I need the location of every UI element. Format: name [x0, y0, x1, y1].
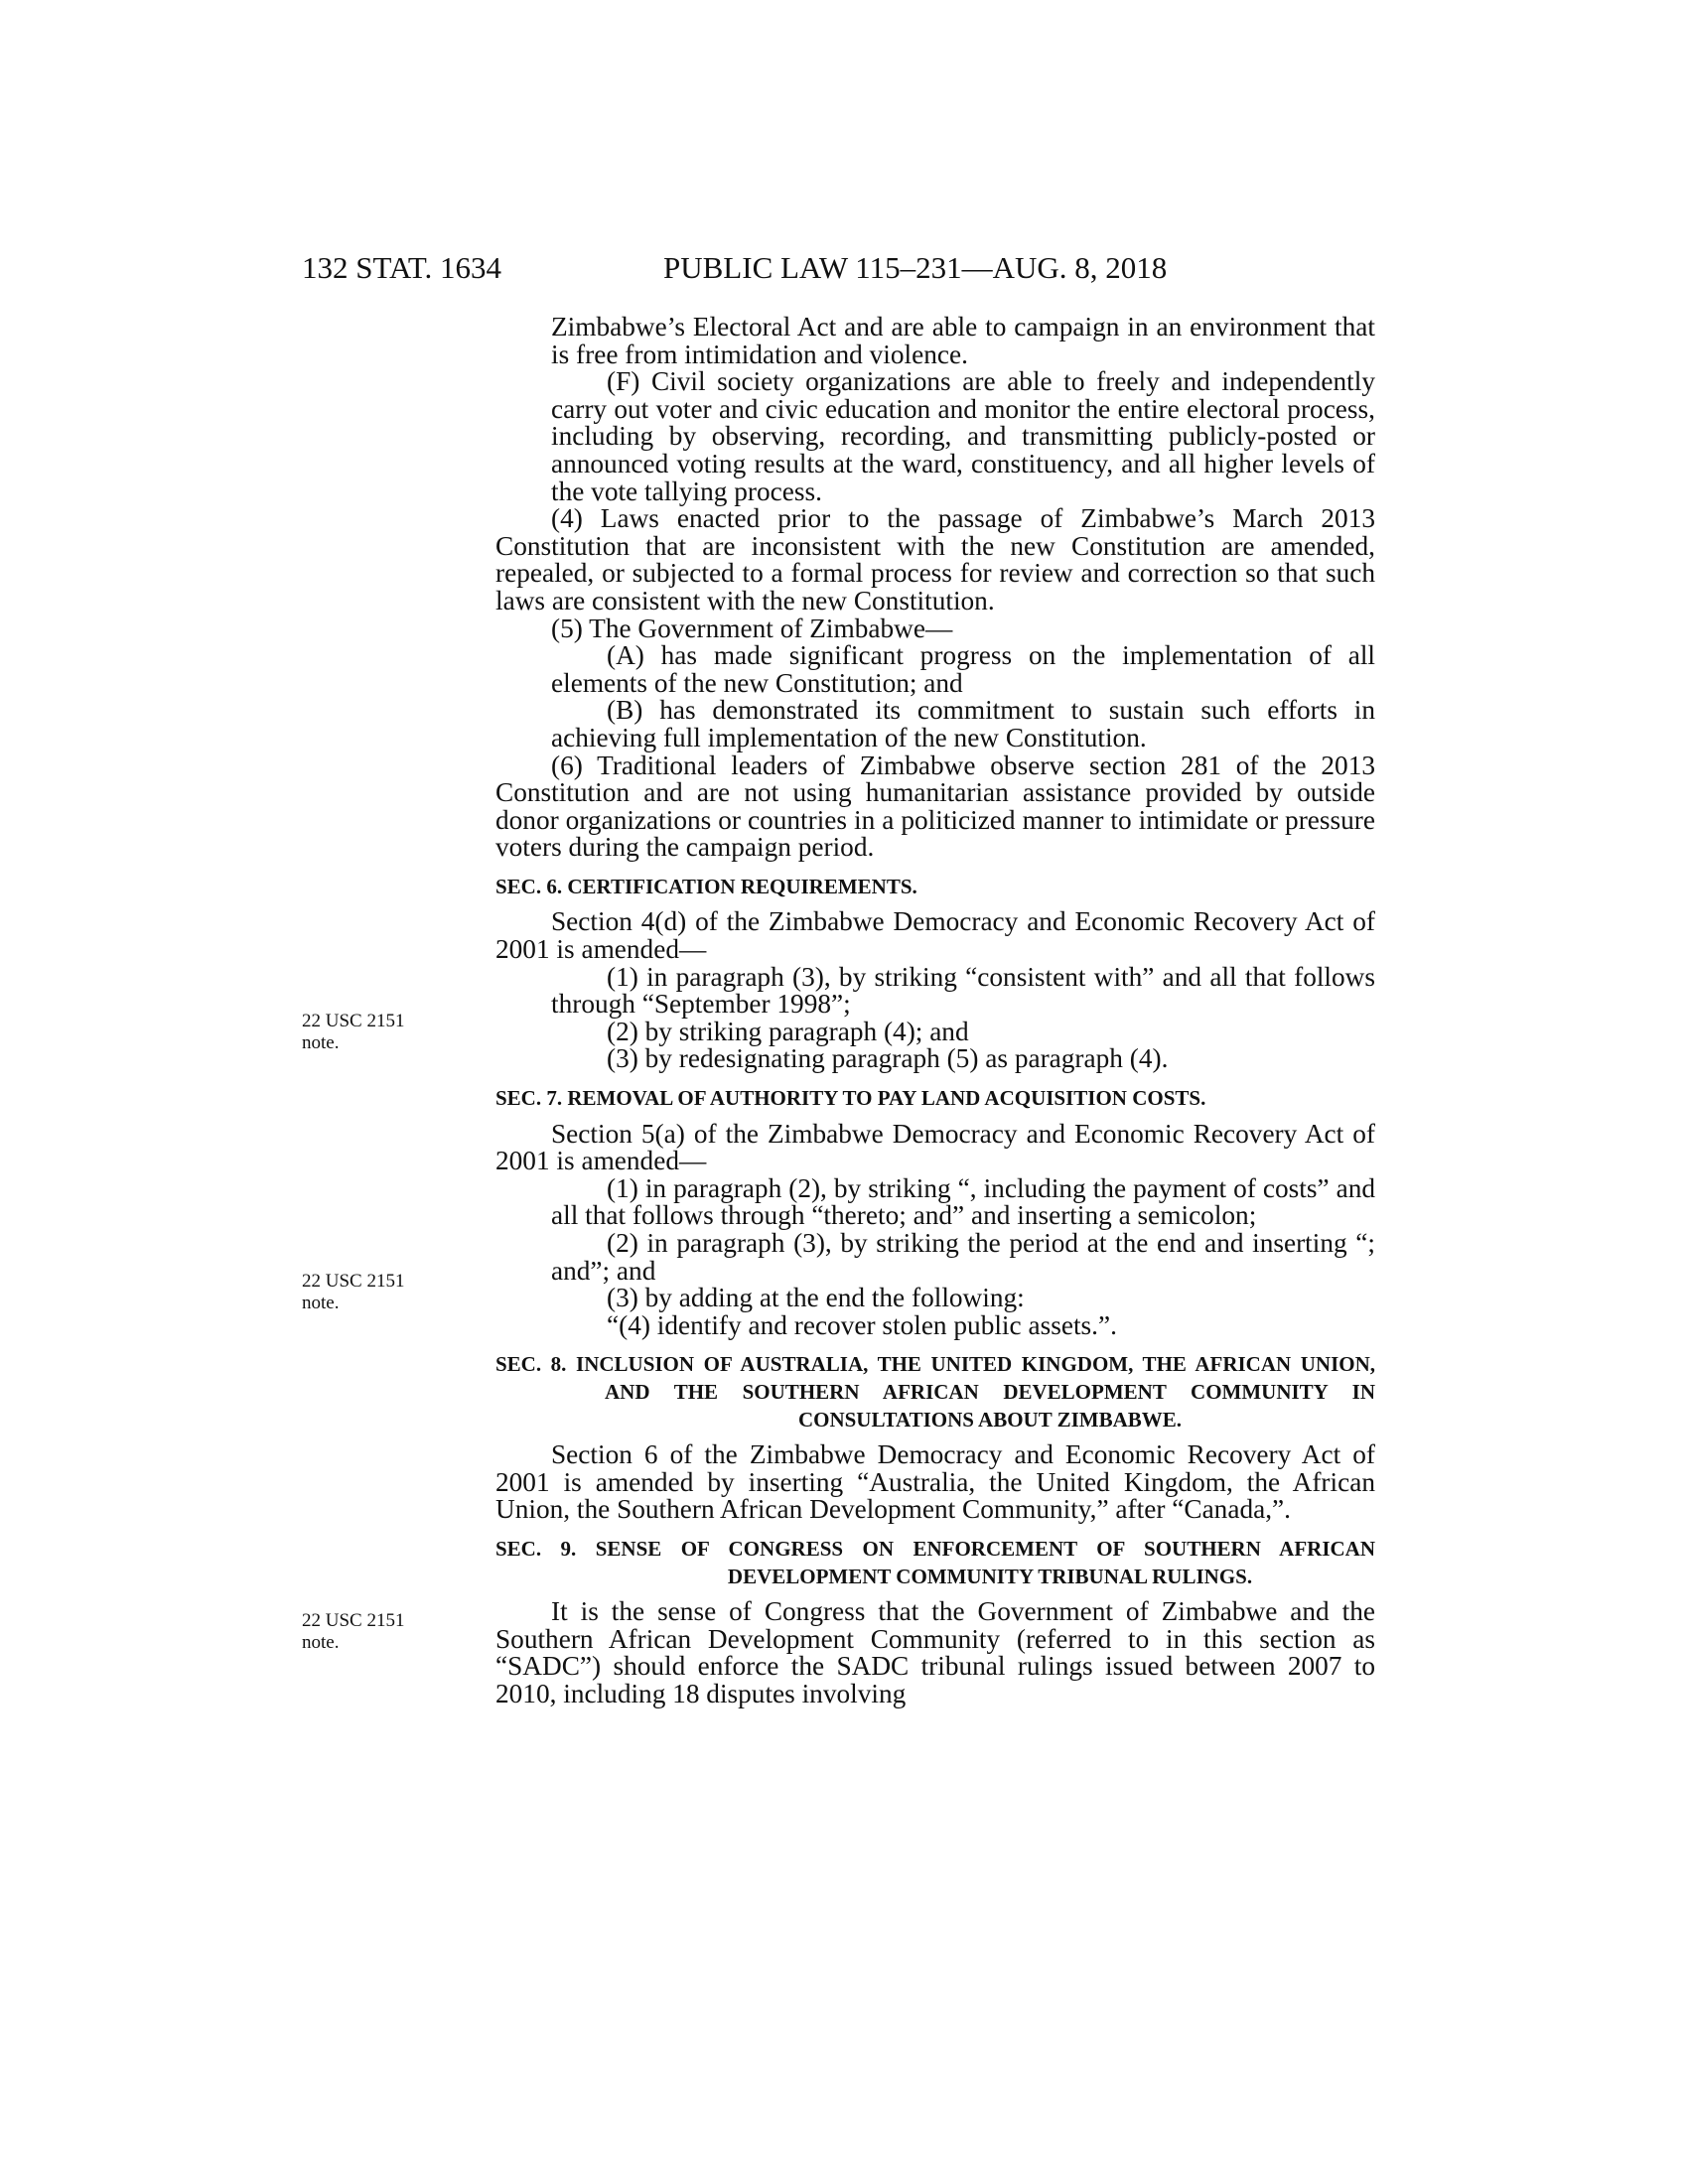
margin-note-citation: 22 USC 2151 — [302, 1610, 405, 1631]
margin-note — [302, 1011, 404, 1054]
body-column — [495, 314, 1375, 1708]
paragraph: (1) in paragraph (2), by striking “, including the payment of costs” and all that follows through “thereto; and” and inserting a semicolon; — [551, 1172, 1375, 1231]
paragraph: (F) Civil society organizations are able to freely and independently carry out voter and civic education and monitor the entire electoral process, including by observing, recording, and transmitting publicly-posted or announced voting results at the ward, constituency, and all higher levels of the vote tallying process. — [551, 366, 1375, 506]
paragraph: (3) by adding at the end the following: — [607, 1283, 1025, 1313]
paragraph: It is the sense of Congress that the Government of Zimbabwe and the Southern African Development Community (referred to in this section as “SADC”) should enforce the SADC tribunal rulings issued between 2007 to 2010, including 18 disputes involving — [495, 1596, 1375, 1708]
paragraph: (4) Laws enacted prior to the passage of Zimbabwe’s March 2013 Constitution that are inconsistent with the new Constitution are amended, repealed, or subjected to a formal process for review and correction so that such laws are consistent with the new Constitution. — [495, 503, 1375, 615]
running-header: PUBLIC LAW 115–231—AUG. 8, 2018 — [663, 250, 1168, 285]
margin-note-citation: 22 USC 2151 — [302, 1011, 405, 1031]
paragraph: (B) has demonstrated its commitment to sustain such efforts in achieving full implementation of the new Constitution. — [551, 695, 1375, 752]
margin-note-label: note. — [302, 1032, 340, 1053]
paragraph: Zimbabwe’s Electoral Act and are able to campaign in an environment that is free from intimidation and violence. — [551, 312, 1375, 369]
paragraph: Section 6 of the Zimbabwe Democracy and Economic Recovery Act of 2001 is amended by inserting “Australia, the United Kingdom, the African Union, the Southern African Development Community,” after “Canada,”. — [495, 1439, 1375, 1525]
section-heading: SEC. 6. CERTIFICATION REQUIREMENTS. — [495, 874, 917, 898]
paragraph: (6) Traditional leaders of Zimbabwe observe section 281 of the 2013 Constitution and are not using humanitarian assistance provided by outside donor organizations or countries in a politicized manner to intimidate or pressure voters during the campaign period. — [495, 750, 1375, 863]
margin-note-label: note. — [302, 1632, 340, 1653]
section-heading: SEC. 7. REMOVAL OF AUTHORITY TO PAY LAND ACQUISITION COSTS. — [495, 1086, 1206, 1111]
page-stat-citation: 132 STAT. 1634 — [302, 250, 502, 285]
section-heading: SEC. 9. SENSE OF CONGRESS ON ENFORCEMENT OF SOUTHERN AFRICAN DEVELOPMENT COMMUNITY TRIBUNAL RULINGS. — [495, 1536, 1375, 1588]
section-heading: SEC. 8. INCLUSION OF AUSTRALIA, THE UNITED KINGDOM, THE AFRICAN UNION, AND THE SOUTHERN AFRICAN DEVELOPMENT COMMUNITY IN CONSULTATIONS ABOUT ZIMBABWE. — [495, 1352, 1375, 1432]
paragraph: Section 5(a) of the Zimbabwe Democracy and Economic Recovery Act of 2001 is amended— — [495, 1118, 1375, 1176]
paragraph: “(4) identify and recover stolen public assets.”. — [607, 1309, 1117, 1340]
margin-note-label: note. — [302, 1293, 340, 1313]
paragraph: (1) in paragraph (3), by striking “consistent with” and all that follows through “September 1998”; — [551, 961, 1375, 1020]
margin-note-citation: 22 USC 2151 — [302, 1271, 405, 1292]
paragraph: (2) by striking paragraph (4); and — [607, 1016, 969, 1046]
paragraph: (2) in paragraph (3), by striking the period at the end and inserting “; and”; and — [551, 1228, 1375, 1286]
margin-note — [302, 1610, 404, 1654]
margin-note — [302, 1271, 404, 1314]
paragraph: Section 4(d) of the Zimbabwe Democracy and Economic Recovery Act of 2001 is amended— — [495, 906, 1375, 965]
paragraph: (3) by redesignating paragraph (5) as paragraph (4). — [607, 1043, 1169, 1074]
paragraph: (A) has made significant progress on the implementation of all elements of the new Constitution; and — [551, 640, 1375, 698]
paragraph: (5) The Government of Zimbabwe— — [551, 613, 953, 643]
